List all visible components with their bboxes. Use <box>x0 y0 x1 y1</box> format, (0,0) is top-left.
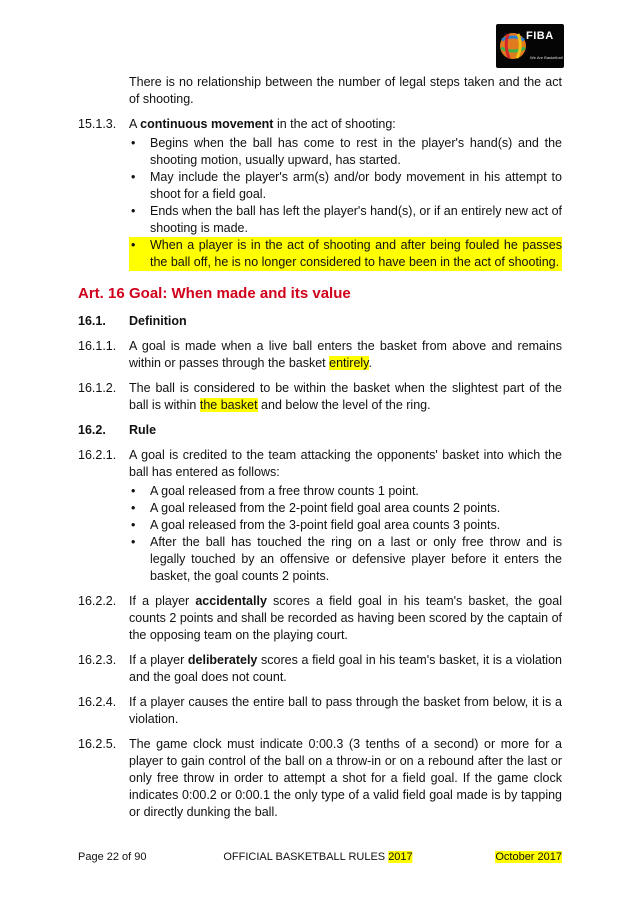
section-number: 16.1.2. <box>78 381 117 395</box>
logo-wordmark: FIBA <box>526 30 554 42</box>
intro-paragraph <box>0 74 638 108</box>
section-text <box>129 593 562 644</box>
document-date: October 2017 <box>495 851 562 863</box>
document-title <box>223 851 412 863</box>
list-item: • A goal released from the 3-point field goal area counts 3 points. <box>129 517 562 534</box>
section-text <box>129 116 562 133</box>
page-footer <box>78 851 562 865</box>
article-heading <box>0 285 638 305</box>
article-title: Goal: When made and its value <box>129 285 351 302</box>
text-run: If a player <box>129 653 188 667</box>
section-text: The game clock must indicate 0:00.3 (3 tenths of a second) or more for a player to gain control of the ball on a throw-in or on a rebound after the last or only free throw in order to attempt a shot for a field goal. If the game clock indicates 0:00.2 or 0:00.1 the only type of a valid field goal made is by tapping or directly dunking the ball. <box>129 737 562 819</box>
list-item: • Begins when the ball has come to rest in the player's hand(s) and the shooting motion, usually upward, has started. <box>129 135 562 169</box>
section-16-2-2 <box>0 593 638 644</box>
text-run: scores a field goal in his team's basket, the goal counts 2 points and shall be recorded as having been scored by the captain of the opposing team on the playing court. <box>129 594 562 642</box>
list-item: • A goal released from the 2-point field goal area counts 2 points. <box>129 500 562 517</box>
text-run: and below the level of the ring. <box>257 398 431 412</box>
subsection-number: 16.1. <box>78 314 106 328</box>
subsection-number: 16.2. <box>78 423 106 437</box>
section-number: 15.1.3. <box>78 117 117 131</box>
section-16-2-3 <box>0 652 638 686</box>
list-item: • After the ball has touched the ring on a last or only free throw and is legally touched by an offensive or defensive player before it enters the basket, the goal counts 2 points. <box>129 534 562 585</box>
intro-text: There is no relationship between the number of legal steps taken and the act of shooting. <box>129 75 562 106</box>
bullet-list <box>129 483 562 585</box>
bullet-list <box>129 135 562 271</box>
bold-term: continuous movement <box>140 117 274 131</box>
section-16-2-4 <box>0 694 638 728</box>
section-text: A goal is credited to the team attacking the opponents' basket into which the ball has entered as follows: <box>129 448 562 479</box>
list-item: • May include the player's arm(s) and/or body movement in his attempt to shoot for a field goal. <box>129 169 562 203</box>
list-item: • Ends when the ball has left the player's hand(s), or if an entirely new act of shooting is made. <box>129 203 562 237</box>
section-text <box>129 380 562 414</box>
subsection-heading <box>0 422 638 439</box>
section-number: 16.2.2. <box>78 594 117 608</box>
highlighted-text: 2017 <box>388 851 413 863</box>
section-15-1-3 <box>0 116 638 271</box>
section-16-2-5 <box>0 736 638 821</box>
bold-term: deliberately <box>187 653 258 667</box>
fiba-logo <box>496 24 564 68</box>
section-number: 16.2.5. <box>78 737 117 751</box>
section-number: 16.1.1. <box>78 339 117 353</box>
highlighted-text: entirely <box>329 356 369 370</box>
section-text <box>129 338 562 372</box>
logo-tagline: We Are Basketball <box>530 55 563 60</box>
text-run: If a player <box>129 594 196 608</box>
text-run: OFFICIAL BASKETBALL RULES <box>223 851 389 863</box>
section-16-1-2 <box>0 380 638 414</box>
section-text: If a player causes the entire ball to pass through the basket from below, it is a violation. <box>129 695 562 726</box>
section-number: 16.2.4. <box>78 695 117 709</box>
section-16-1-1 <box>0 338 638 372</box>
article-number: Art. 16 <box>78 285 125 302</box>
page-number: Page 22 of 90 <box>78 851 147 863</box>
section-16-2-1 <box>0 447 638 585</box>
text-run: A goal is made when a live ball enters the basket from above and remains within or passes through the basket <box>129 339 562 370</box>
text-run: A <box>129 117 141 131</box>
section-number: 16.2.3. <box>78 653 117 667</box>
text-run: The ball is considered to be within the basket when the slightest part of the ball is within <box>129 381 562 412</box>
highlighted-text: the basket <box>199 398 258 412</box>
rules-content <box>0 74 638 821</box>
section-number: 16.2.1. <box>78 448 117 462</box>
text-run: scores a field goal in his team's basket, it is a violation and the goal does not count. <box>129 653 562 684</box>
subsection-heading <box>0 313 638 330</box>
section-text <box>129 652 562 686</box>
subsection-title: Definition <box>129 314 187 328</box>
highlighted-list-item: • When a player is in the act of shooting and after being fouled he passes the ball off, he is no longer considered to have been in the act of shooting. <box>129 237 562 271</box>
text-run: in the act of shooting: <box>273 117 396 131</box>
bold-term: accidentally <box>195 594 267 608</box>
list-item: • A goal released from a free throw counts 1 point. <box>129 483 562 500</box>
text-run: . <box>368 356 372 370</box>
subsection-title: Rule <box>129 423 157 437</box>
